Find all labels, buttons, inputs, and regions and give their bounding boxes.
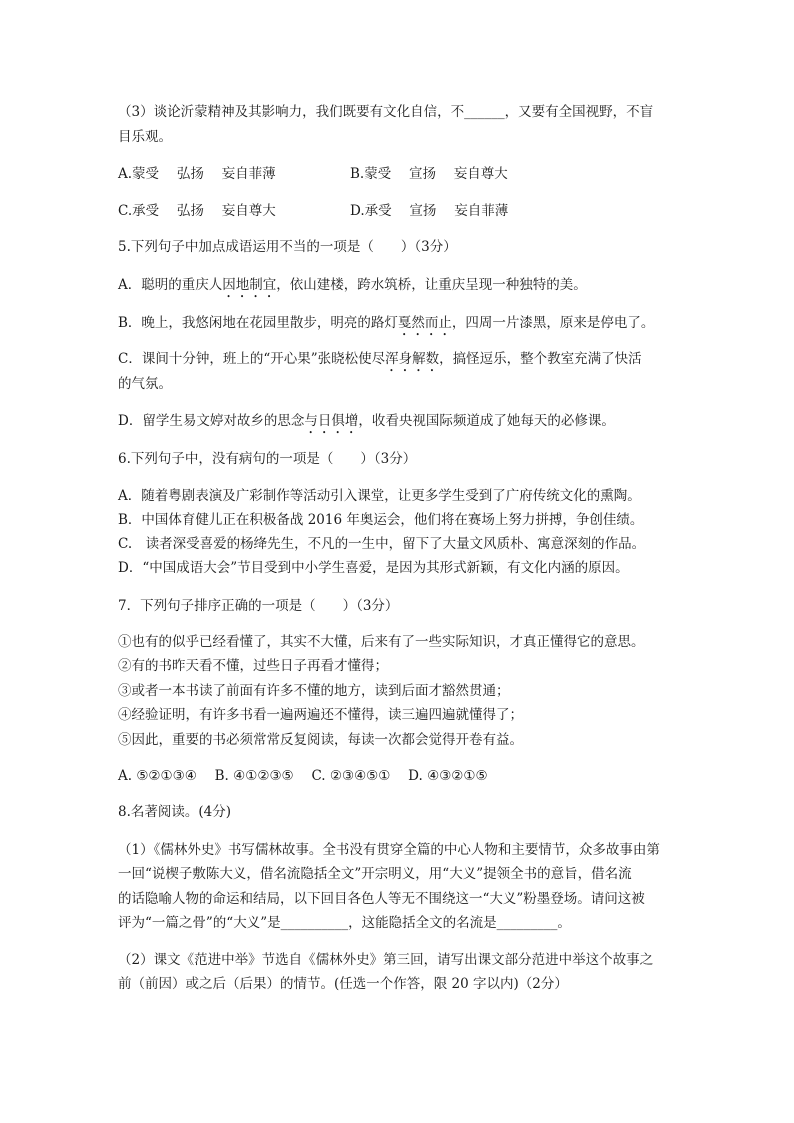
q4-3-option-b: B.蒙受 宣扬 妄自尊大 (350, 166, 508, 182)
q5-option-c-line2: 的气氛。 (118, 376, 172, 392)
q6-option-b: B．中国体育健儿正在积极备战 2016 年奥运会，他们将在赛场上努力拼搏，争创佳绩。 (118, 512, 644, 528)
q4-3-option-d: D.承受 宣扬 妄自菲薄 (350, 203, 509, 219)
q8-stem: 8.名著阅读。(4分) (118, 804, 232, 820)
q5-c-text-end: ，搞怪逗乐，整个教室充满了快活 (439, 351, 642, 367)
q5-b-text: B．晚上，我悠闲地在花园里散步，明亮的路灯 (118, 315, 398, 331)
q5-option-d (118, 412, 615, 437)
q5-b-idiom: 戛然而止 (397, 315, 452, 331)
q5-d-text-end: ，收看央视国际频道成了她每天的必修课。 (358, 413, 615, 429)
q7-sentence-1: ①也有的似乎已经看懂了，其实不大懂，后来有了一些实际知识，才真正懂得它的意思。 (118, 634, 645, 650)
q6-option-c: C. 读者深受喜爱的杨绛先生，不凡的一生中，留下了大量文风质朴、寓意深刻的作品。 (118, 536, 646, 552)
q8-1-line3: 的话隐喻人物的命运和结局，以下回目各色人等无不围绕这一“大义”粉墨登场。请问这被 (118, 891, 645, 907)
q6-option-a: A．随着粤剧表演及广彩制作等活动引入课堂，让更多学生受到了广府传统文化的熏陶。 (118, 488, 641, 504)
q5-d-idiom: 与日俱增 (304, 413, 359, 429)
q7-sentence-5: ⑤因此，重要的书必须常常反复阅读，每读一次都会觉得开卷有益。 (118, 732, 523, 748)
q4-3-option-a: A.蒙受 弘扬 妄自菲薄 (118, 166, 276, 182)
q5-c-text: C．课间十分钟，班上的“开心果”张晓松使尽 (118, 351, 386, 367)
q5-c-idiom: 浑身解数 (385, 351, 440, 367)
q5-option-b (118, 314, 654, 339)
q7-options: A. ⑤②①③④ B. ④①②③⑤ C. ②③④⑤① D. ④③②①⑤ (118, 768, 488, 784)
q5-a-text: A．聪明的重庆人 (118, 277, 223, 293)
q8-2-line2: 前（前因）或之后（后果）的情节。(任选一个作答，限 20 字以内)（2分） (118, 976, 568, 992)
q7-sentence-4: ④经验证明，有许多书看一遍两遍还不懂得，读三遍四遍就懂得了； (118, 707, 523, 723)
q5-b-text-end: ，四周一片漆黑，原来是停电了。 (451, 315, 655, 331)
q5-option-a (118, 276, 587, 301)
q4-3-line1: （3）谈论沂蒙精神及其影响力，我们既要有文化自信，不______，又要有全国视野，不盲 (118, 104, 654, 120)
q8-1-line2: 一回“说楔子敷陈大义，借名流隐括全文”开宗明义，用“大义”提领全书的意旨，借名流 (118, 866, 632, 882)
q6-stem: 6.下列句子中，没有病句的一项是（ ）（3分） (118, 451, 417, 467)
q4-3-option-c: C.承受 弘扬 妄自尊大 (118, 203, 276, 219)
q8-1-line4: 评为“一篇之骨”的“大义”是__________，这能隐括全文的名流是_________。 (118, 915, 571, 931)
q4-3-line2: 目乐观。 (118, 129, 172, 145)
q7-stem: 7．下列句子排序正确的一项是（ ）（3分） (118, 598, 399, 614)
q7-sentence-2: ②有的书昨天看不懂，过些日子再看才懂得； (118, 658, 388, 674)
q5-a-text-end: ，依山建楼，跨水筑桥，让重庆呈现一种独特的美。 (276, 277, 587, 293)
q5-d-text: D．留学生易文婷对故乡的思念 (118, 413, 305, 429)
q5-option-c (118, 350, 642, 375)
q6-option-d: D．“中国成语大会”节目受到中小学生喜爱，是因为其形式新颖，有文化内涵的原因。 (118, 560, 629, 576)
q8-1-line1: （1）《儒林外史》书写儒林故事。全书没有贯穿全篇的中心人物和主要情节，众多故事由第 (118, 842, 660, 858)
q7-sentence-3: ③或者一本书读了前面有许多不懂的地方，读到后面才豁然贯通； (118, 683, 510, 699)
q5-a-idiom: 因地制宜 (222, 277, 277, 293)
q5-stem: 5.下列句子中加点成语运用不当的一项是（ ）（3分） (118, 239, 457, 255)
q8-2-line1: （2）课文《范进中举》节选自《儒林外史》第三回，请写出课文部分范进中举这个故事之 (118, 952, 654, 968)
